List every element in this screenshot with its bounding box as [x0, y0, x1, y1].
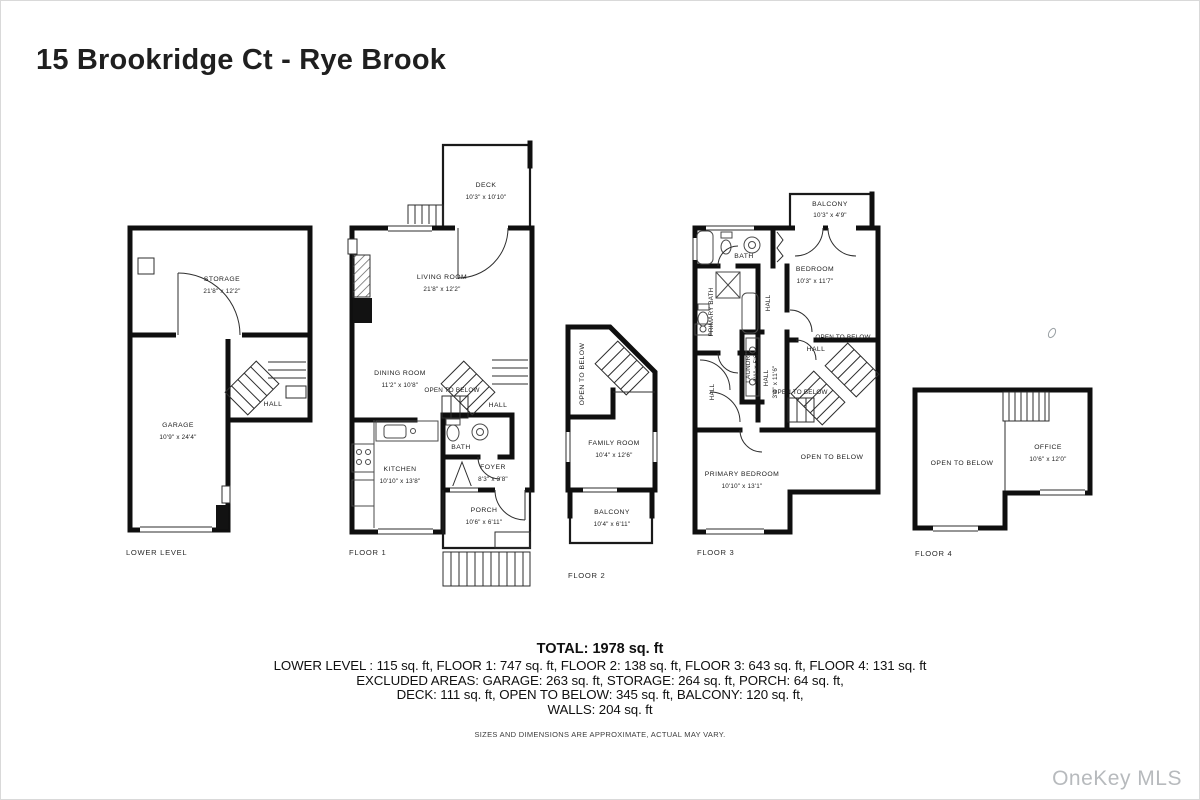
bedroom-door	[790, 310, 812, 332]
garage-post	[216, 505, 228, 529]
room-label-bath-f1: BATH	[451, 444, 471, 451]
summary-disclaimer: SIZES AND DIMENSIONS ARE APPROXIMATE, ACTUAL MAY VARY.	[474, 730, 726, 740]
room-dims-primary-bedroom: 10'10" x 13'1"	[721, 483, 763, 490]
room-label-balcony-f3: BALCONY	[812, 201, 848, 208]
room-dims-hall-mid-f3: 3'4" x 11'6"	[772, 365, 779, 399]
lower-level-plan	[126, 228, 310, 557]
room-label-storage: STORAGE	[203, 276, 241, 283]
label-otb-top-f3: OPEN TO BELOW	[815, 334, 871, 341]
balcony-walls-f2	[570, 490, 652, 543]
label-otb-bottom-f3: OPEN TO BELOW	[800, 454, 864, 461]
floor3-interior-walls	[695, 228, 878, 430]
room-dims-foyer: 8'3" x 3'8"	[478, 476, 508, 483]
stray-mark	[1047, 327, 1057, 339]
room-dims-kitchen: 10'10" x 13'8"	[379, 478, 421, 485]
room-dims-deck: 10'3" x 10'10"	[465, 194, 507, 201]
label-open-to-below-f1: OPEN TO BELOW	[424, 387, 480, 394]
room-label-hall-f1: HALL	[488, 402, 508, 409]
room-dims-balcony-f3: 10'3" x 4'9"	[813, 212, 847, 219]
chimney-hatch	[353, 255, 370, 297]
floor3-stairs-b	[825, 343, 879, 397]
room-label-balcony-f2: BALCONY	[594, 509, 630, 516]
sink-icon-f3	[744, 237, 760, 253]
deck-door	[458, 228, 508, 278]
floor-label-2: FLOOR 2	[568, 571, 606, 580]
fridge-icon	[352, 480, 374, 506]
room-dims-office: 10'6" x 12'0"	[1029, 456, 1067, 463]
kitchen-counter	[374, 420, 438, 528]
storage-fixture	[138, 258, 154, 274]
room-label-living: LIVING ROOM	[416, 274, 468, 281]
hall-doors-f3	[700, 360, 740, 422]
room-label-garage: GARAGE	[162, 422, 194, 429]
room-label-laundry: LAUNDRY	[745, 351, 752, 383]
closet-door	[452, 462, 472, 488]
room-label-family: FAMILY ROOM	[588, 440, 640, 447]
room-label-foyer: FOYER	[480, 464, 506, 471]
floor-label-4: FLOOR 4	[915, 549, 953, 558]
room-dims-balcony-f2: 10'4" x 6'11"	[593, 521, 631, 528]
shower-icon	[716, 272, 740, 298]
floor3-stairs-run	[788, 398, 814, 422]
floor4-plan	[915, 390, 1090, 558]
room-label-bath-f3: BATH	[734, 253, 754, 260]
room-label-hall-left-f3: HALL	[709, 383, 716, 401]
lower-stairs-run	[268, 362, 306, 398]
room-label-deck: DECK	[475, 182, 497, 189]
room-dims-family: 10'4" x 12'6"	[595, 452, 633, 459]
room-dims-garage: 10'9" x 24'4"	[159, 434, 197, 441]
lower-level-walls	[130, 228, 310, 530]
label-otb-f4: OPEN TO BELOW	[930, 460, 994, 467]
balcony-walls-f3	[790, 194, 872, 228]
room-label-hall-lower: HALL	[263, 401, 283, 408]
primary-bath-door	[718, 353, 738, 373]
room-dims-living: 21'8" x 12'2"	[423, 286, 461, 293]
room-label-bedroom: BEDROOM	[795, 266, 835, 273]
toilet-icon-f3	[721, 232, 732, 254]
room-label-hall-mid-f3: HALL	[763, 369, 770, 387]
room-dims-storage: 21'8" x 12'2"	[203, 288, 241, 295]
floor4-stairs	[1003, 392, 1049, 491]
room-label-hall-top-f3: HALL	[806, 346, 826, 353]
label-open-to-below-f2: OPEN TO BELOW	[579, 342, 586, 406]
onekey-mls-watermark: OneKey MLS	[1052, 767, 1182, 790]
fireplace-block	[353, 298, 372, 323]
summary-line-deck: DECK: 111 sq. ft, OPEN TO BELOW: 345 sq. ft, BALCONY: 120 sq. ft,	[396, 687, 804, 703]
room-dims-dining: 11'2" x 10'8"	[381, 382, 419, 389]
summary-total: TOTAL: 1978 sq. ft	[536, 641, 664, 657]
floor2-interior-walls	[568, 390, 613, 417]
room-label-dining: DINING ROOM	[374, 370, 426, 377]
primary-bedroom-door	[740, 430, 762, 452]
toilet-icon	[446, 419, 460, 441]
floor-label-3: FLOOR 3	[697, 548, 735, 557]
summary-line-walls: WALLS: 204 sq. ft	[547, 701, 653, 717]
area-summary	[0, 641, 1200, 739]
room-dims-laundry: 2'1" x 5'6"	[753, 352, 760, 382]
room-dims-porch: 10'6" x 6'11"	[465, 519, 503, 526]
floor-label-1: FLOOR 1	[349, 548, 387, 557]
floor2-stairs	[595, 341, 649, 395]
page-title: 15 Brookridge Ct - Rye Brook	[36, 44, 447, 76]
room-label-kitchen: KITCHEN	[383, 466, 417, 473]
stove-icon	[352, 444, 374, 472]
bedroom-closet-door	[777, 232, 783, 262]
room-dims-bedroom: 10'3" x 11'7"	[796, 278, 834, 285]
floor2-plan	[564, 327, 660, 580]
room-label-hall-upper-f3: HALL	[765, 294, 772, 312]
room-label-primary-bath: PRIMARY BATH	[708, 287, 715, 337]
room-label-porch: PORCH	[470, 507, 498, 514]
floor-label-lower-level: LOWER LEVEL	[126, 548, 188, 557]
floor1-plan	[348, 143, 532, 586]
room-label-primary-bedroom: PRIMARY BEDROOM	[704, 471, 780, 478]
floor3-plan	[691, 194, 879, 557]
label-otb-mid-f3: OPEN TO BELOW	[772, 389, 828, 396]
summary-line-floors: LOWER LEVEL : 115 sq. ft, FLOOR 1: 747 sq. ft, FLOOR 2: 138 sq. ft, FLOOR 3: 643 sq. ft, FLOOR 4: 131 sq. ft	[273, 658, 927, 673]
room-label-office: OFFICE	[1034, 444, 1062, 451]
porch-stairs	[443, 532, 530, 586]
sink-icon	[472, 424, 488, 440]
summary-line-excluded: EXCLUDED AREAS: GARAGE: 263 sq. ft, STORAGE: 264 sq. ft, PORCH: 64 sq. ft,	[356, 672, 844, 688]
